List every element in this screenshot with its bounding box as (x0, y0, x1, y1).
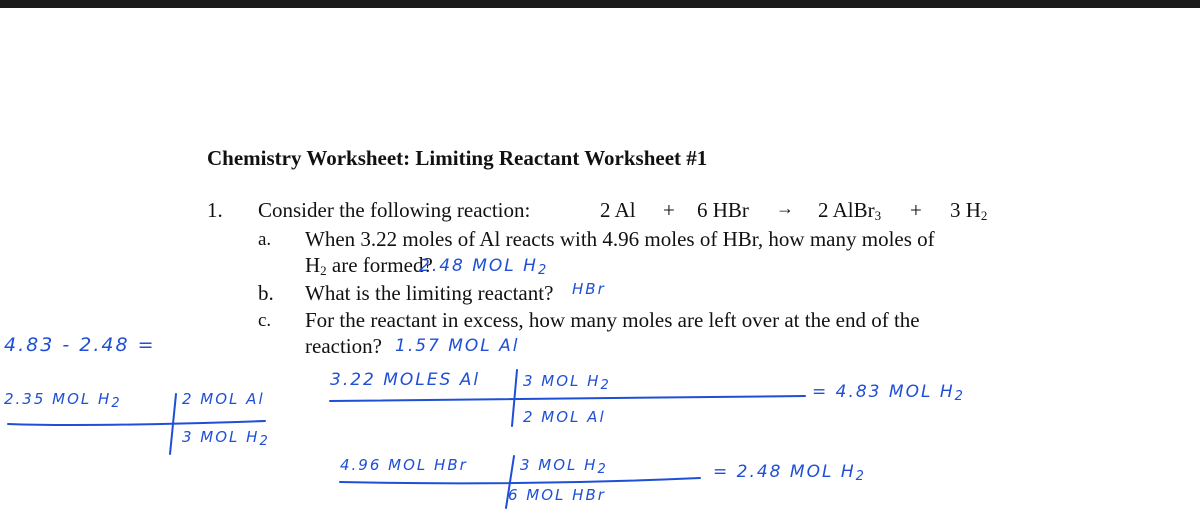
calc1-result: = 4.83 MOL $H_2$ (812, 382, 965, 404)
reaction-arrow: → (776, 198, 794, 218)
calc1-factor-top: 3 MOL $H_2$ (523, 372, 611, 393)
calc1-numerator: 3.22 MOLES Al (330, 370, 481, 390)
part-a-line2: $H_2$ are formed? (305, 253, 433, 278)
calc2-factor-top: 3 MOL $H_2$ (520, 456, 608, 477)
worksheet-title: Chemistry Worksheet: Limiting Reactant Worksheet #1 (207, 146, 708, 170)
calc1-factor-bottom: 2 MOL Al (523, 408, 606, 426)
plus-sign: + (663, 198, 675, 222)
calc1-fraction-divider (512, 370, 517, 426)
product-albr3: 2 AlBr$_3$ (818, 198, 882, 223)
reactant-hbr: 6 HBr (697, 198, 749, 222)
answer-c-handwritten: 1.57 MOL Al (395, 336, 520, 356)
calc2-result: = 2.48 MOL $H_2$ (713, 462, 866, 484)
handwriting-strokes (0, 8, 1200, 519)
calc2-fraction-divider (506, 456, 514, 508)
question-number: 1. (207, 198, 223, 222)
left-subtraction: 4.83 - 2.48 = (4, 334, 156, 356)
calc2-numerator: 4.96 MOL HBr (340, 456, 468, 474)
reactant-al: 2 Al (600, 198, 636, 222)
left-factor-bottom: 3 MOL $H_2$ (182, 428, 270, 449)
left-fraction-bar (8, 421, 265, 425)
calc2-fraction-bar (340, 478, 700, 483)
part-b-text: What is the limiting reactant? (305, 281, 554, 305)
calc1-fraction-bar (330, 396, 805, 401)
part-a-letter: a. (258, 229, 272, 250)
calc2-factor-bottom: 6 MOL HBr (508, 486, 606, 504)
part-b-letter: b. (258, 281, 274, 305)
part-c-line2: reaction? (305, 334, 382, 358)
answer-a-handwritten: 2.48 MOL $H_2$ (419, 256, 549, 278)
part-a-line1: When 3.22 moles of Al reacts with 4.96 moles of HBr, how many moles of (305, 227, 935, 251)
part-c-letter: c. (258, 310, 272, 331)
answer-b-handwritten: HBr (572, 280, 606, 298)
part-c-line1: For the reactant in excess, how many moles are left over at the end of the (305, 308, 920, 332)
product-h2: 3 $H_2$ (950, 198, 988, 223)
left-excess-result: 2.35 MOL $H_2$ (4, 390, 122, 411)
question-prompt: Consider the following reaction: (258, 198, 531, 222)
worksheet-page (0, 8, 1200, 519)
left-factor-top: 2 MOL Al (182, 390, 265, 408)
plus-sign-2: + (910, 198, 922, 222)
